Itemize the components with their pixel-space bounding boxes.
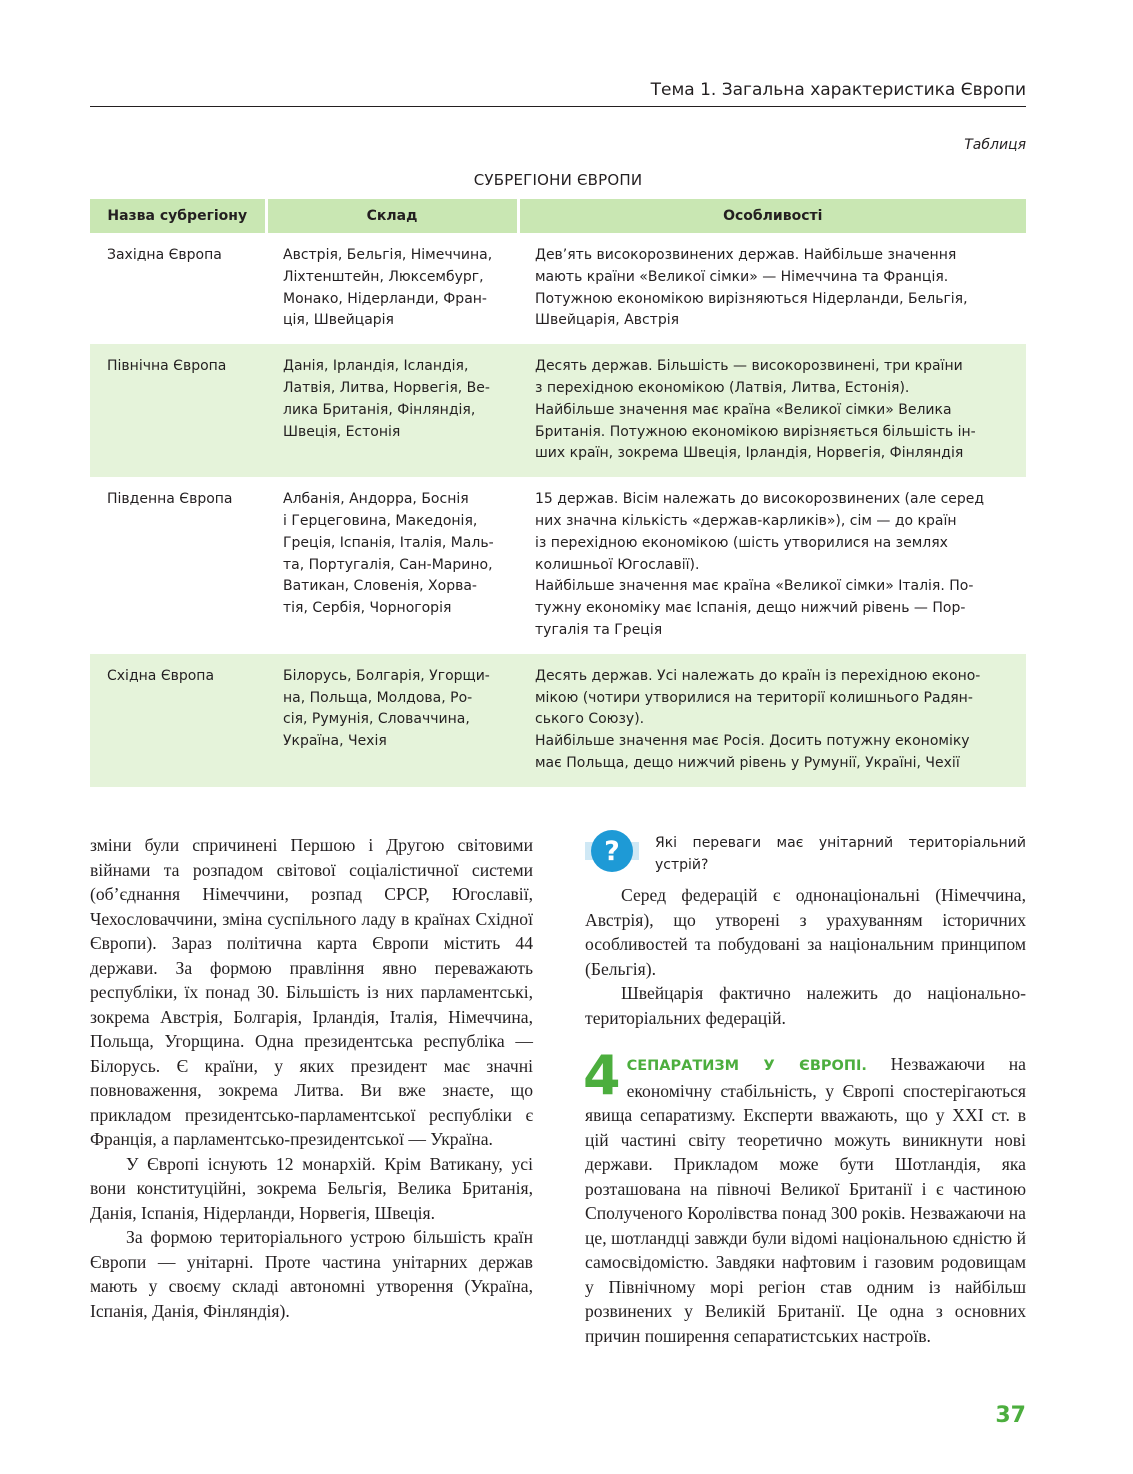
body-paragraph: У Європі існують 12 монархій. Крім Ватикану, усі вони конституційні, зокрема Бельгія, Велика Британія, Данія, Іспанія, Нідерланди, Норвегія, Швеція.: [90, 1153, 533, 1223]
body-column-left: [90, 833, 533, 1323]
subregion-features: Дев’ять високорозвинених держав. Найбільше значення мають країни «Великої сімки» — Німеччина та Франція. Потужною економікою вирізняються Нідерланди, Бельгія, Швейцарія, Австрія: [535, 247, 968, 329]
subregion-composition: Албанія, Андорра, Боснія і Герцеговина, Македонія, Греція, Іспанія, Італія, Маль- та, Португалія, Сан-Марино, Ватикан, Словенія, Хорва- тія, Сербія, Чорногорія: [283, 491, 494, 617]
subregions-table: [90, 199, 1026, 787]
question-mark-icon: [585, 830, 639, 872]
body-paragraph: зміни були спричинені Першою і Другою світовими війнами та розпадом світової соціалістичної системи (об’єднання Німеччини, розпад СРСР, Югославії, Чехословаччини, зміна суспільного ладу в країнах Східної Європи). Зараз політична карта Європи містить 44 держави. За формою правління явно переважають республіки, їх понад 30. Більшість із них парламентські, зокрема Австрія, Болгарія, Ірландія, Італія, Німеччина, Польща, Угорщина. Одна президентська республіка — Білорусь. Є країни, у яких президент має значні повноваження, зокрема Литва. Ви вже знаєте, що прикладом президентсько-парламентської республіки є Франція, а парламентсько-президентської — Україна.: [90, 835, 533, 1149]
table-row: [90, 344, 1026, 477]
question-prompt: Які переваги має унітарний територіальний устрій?: [655, 835, 1026, 873]
subregion-composition: Австрія, Бельгія, Німеччина, Ліхтенштейн, Люксембург, Монако, Нідерланди, Фран- ція, Швейцарія: [283, 247, 493, 329]
column-header-name: Назва субрегіону: [90, 199, 266, 233]
table-row: [90, 477, 1026, 654]
subregion-name: Північна Європа: [90, 344, 266, 477]
subregion-composition: Білорусь, Болгарія, Угорщи- на, Польща, Молдова, Ро- сія, Румунія, Словаччина, Україна, Чехія: [266, 654, 518, 787]
body-paragraph: Швейцарія фактично належить до національно-територіальних федерацій.: [585, 983, 1026, 1028]
subregion-features: Десять держав. Більшість — високорозвинені, три країни з перехідною економікою (Латвія, Литва, Естонія). Найбільше значення має країна «Великої сімки» Велика Британія. Потужною економікою вирізняється більшість ін- ших країн, зокрема Швеція, Ірландія, Норвегія, Фінляндія: [518, 344, 1026, 477]
table-header-row: [90, 199, 1026, 233]
page-number: 37: [995, 1403, 1026, 1428]
column-header-composition: Склад: [266, 199, 518, 233]
svg-text:?: ?: [604, 836, 620, 867]
table-title: СУБРЕГІОНИ ЄВРОПИ: [473, 171, 643, 189]
table-row: [90, 233, 1026, 344]
body-paragraph: За формою територіального устрою більшість країн Європи — унітарні. Проте частина унітарних держав мають у своєму складі автономні утворення (Україна, Іспанія, Данія, Фінляндія).: [90, 1227, 533, 1321]
table-label: Таблиця: [964, 137, 1026, 153]
column-header-features: Особливості: [518, 199, 1026, 233]
section-number: 4: [583, 1044, 621, 1107]
section-text: Незважаючи на економічну стабільність, у Європі спостерігаються явища сепаратизму. Експерти вважають, що у XXI ст. в цій частині світу теоретично можуть виникнути нові держави. Прикладом може бути Шотландія, яка розташована на півночі Великої Британії і є частиною Сполученого Королівства понад 300 років. Незважаючи на це, шотландці завжди були відомі національною єдністю й самосвідомістю. Завдяки нафтовим і газовим родовищам у Північному морі регіон став одним із найбільш розвинених у Великій Британії. Це одна з основних причин поширення сепаратистських настроїв.: [585, 1054, 1026, 1346]
table-row: [90, 654, 1026, 787]
body-column-right: [585, 883, 1026, 1348]
subregion-features: Десять держав. Усі належать до країн із перехідною еконо- мікою (чотири утворилися на території колишнього Радян- ського Союзу). Найбільше значення має Росія. Досить потужну економіку має Польща, дещо нижчий рівень у Румунії, Україні, Чехії: [518, 654, 1026, 787]
section-heading: СЕПАРАТИЗМ У ЄВРОПІ.: [626, 1058, 867, 1074]
section-paragraph: [583, 1044, 1026, 1348]
subregion-name: Східна Європа: [90, 654, 266, 787]
header-rule: [90, 106, 1026, 107]
subregion-features: 15 держав. Вісім належать до високорозвинених (але серед них значна кількість «держав-карликів»), сім — до країн із перехідною економікою (шість утворилися на землях колишньої Югославії). Найбільше значення має країна «Великої сімки» Італія. По- тужну економіку має Іспанія, дещо нижчий рівень — Пор- тугалія та Греція: [535, 491, 985, 638]
running-head: Тема 1. Загальна характеристика Європи: [650, 80, 1026, 100]
subregion-name: Західна Європа: [107, 247, 222, 263]
subregion-name: Південна Європа: [107, 491, 233, 508]
subregion-composition: Данія, Ірландія, Ісландія, Латвія, Литва, Норвегія, Ве- лика Британія, Фінляндія, Швеція, Естонія: [266, 344, 518, 477]
body-paragraph: Серед федерацій є однонаціональні (Німеччина, Австрія), що утворені з урахуванням історичних особливостей та побудовані за національним принципом (Бельгія).: [585, 885, 1026, 979]
